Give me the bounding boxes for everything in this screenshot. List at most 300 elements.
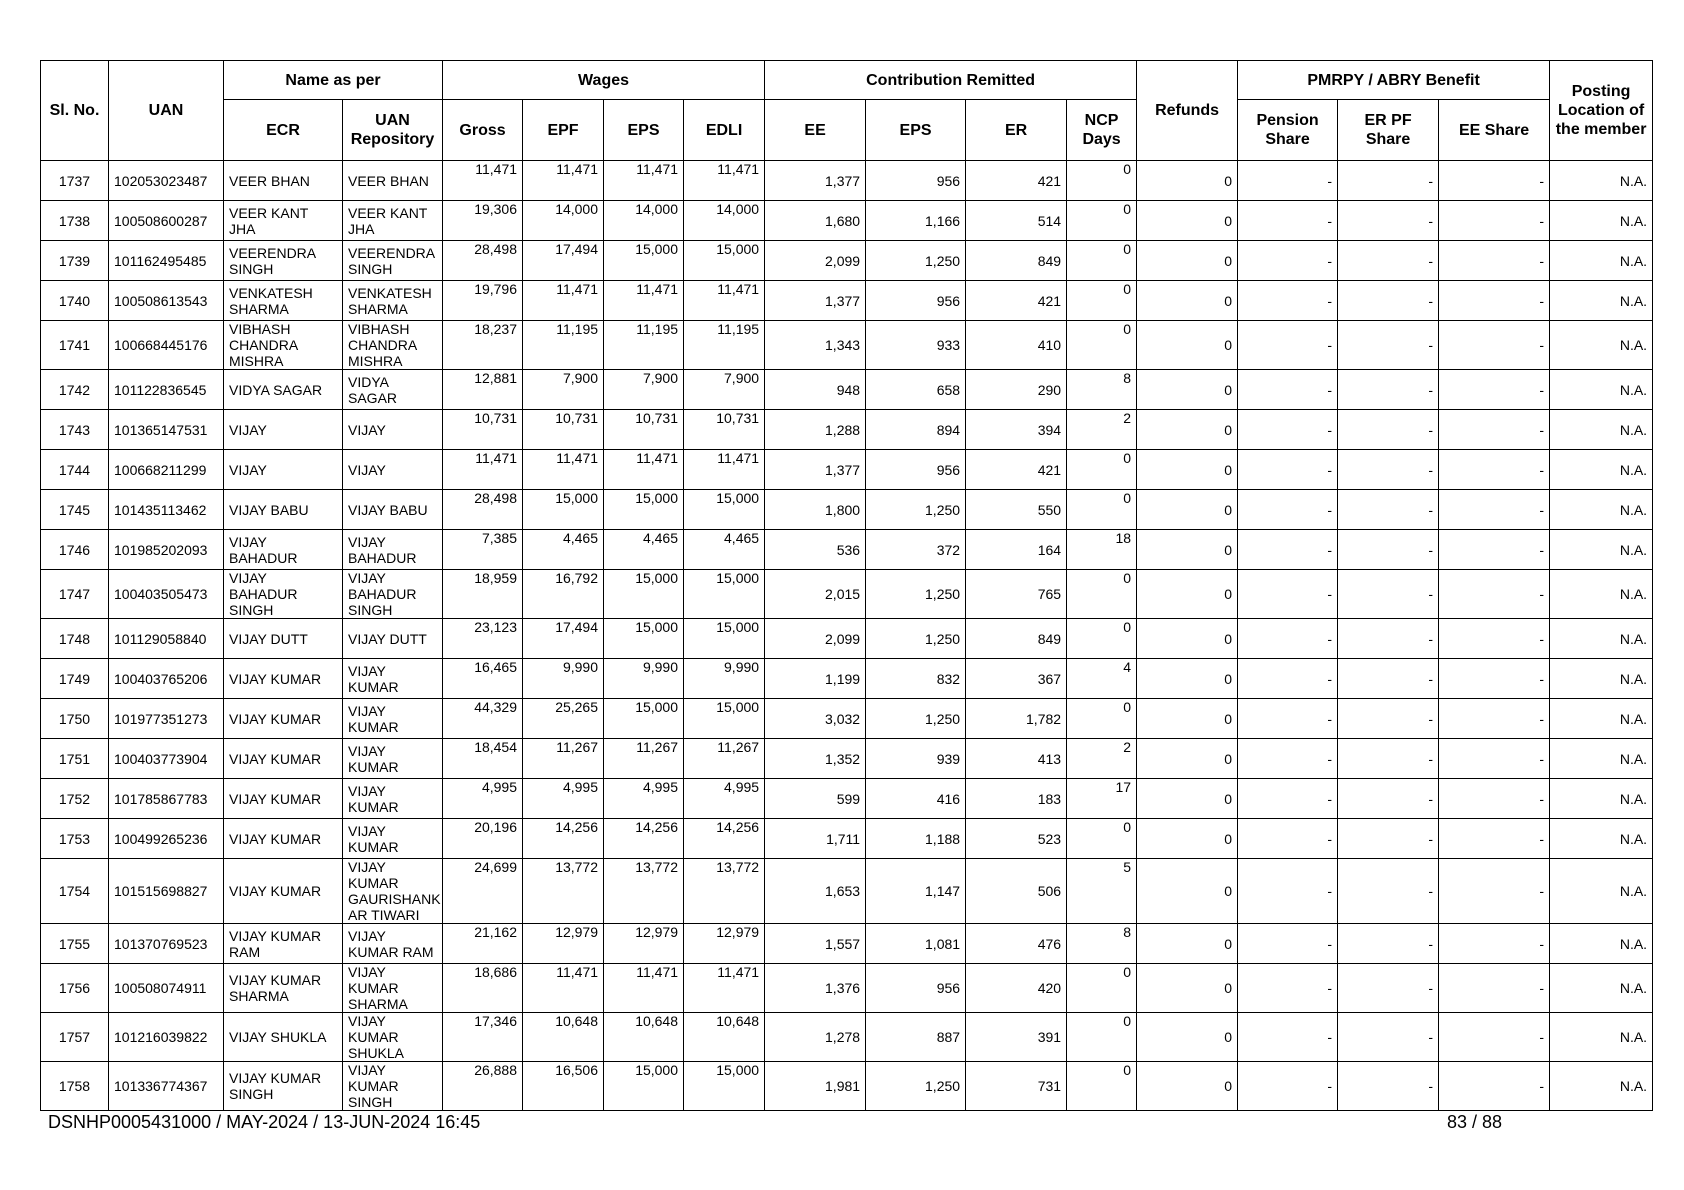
cell-ee-share: - [1439,201,1550,241]
table-row [41,530,1653,570]
cell-contribution-eps: 933 [866,321,966,370]
cell-ncp-days: 2 [1067,739,1137,779]
cell-sl-no: 1747 [41,570,109,619]
cell-ecr-name: VIJAY [224,410,343,450]
cell-ecr-name: VIJAY KUMAR [224,659,343,699]
cell-contribution-eps: 1,250 [866,1062,966,1111]
cell-er-pf-share: - [1338,924,1439,964]
cell-ee-share: - [1439,530,1550,570]
table-row [41,410,1653,450]
cell-pension-share: - [1238,964,1338,1013]
cell-er: 849 [966,619,1067,659]
cell-ncp-days: 0 [1067,1013,1137,1062]
header-ee: EE [765,100,866,161]
cell-uan: 101370769523 [109,924,224,964]
cell-ee: 599 [765,779,866,819]
cell-sl-no: 1757 [41,1013,109,1062]
cell-ee: 2,099 [765,241,866,281]
cell-ee: 1,199 [765,659,866,699]
cell-gross: 28,498 [443,241,523,281]
cell-ecr-name: VIJAY KUMAR [224,699,343,739]
cell-contribution-eps: 1,250 [866,570,966,619]
table-row [41,924,1653,964]
cell-er: 394 [966,410,1067,450]
cell-eps: 11,471 [604,964,684,1013]
cell-ncp-days: 0 [1067,699,1137,739]
cell-er-pf-share: - [1338,370,1439,410]
cell-edli: 13,772 [684,859,765,924]
cell-pension-share: - [1238,370,1338,410]
cell-posting-location: N.A. [1550,370,1653,410]
header-ncp-days: NCP Days [1067,100,1137,161]
cell-eps: 10,648 [604,1013,684,1062]
table-row [41,859,1653,924]
cell-sl-no: 1755 [41,924,109,964]
table-row [41,1013,1653,1062]
cell-pension-share: - [1238,739,1338,779]
cell-uan-repository-name: VIJAY DUTT [343,619,443,659]
header-er: ER [966,100,1067,161]
cell-ee: 1,288 [765,410,866,450]
cell-edli: 14,256 [684,819,765,859]
cell-ee: 1,653 [765,859,866,924]
cell-uan-repository-name: VEER KANT JHA [343,201,443,241]
cell-ee: 1,376 [765,964,866,1013]
cell-uan-repository-name: VIBHASH CHANDRA MISHRA [343,321,443,370]
cell-gross: 11,471 [443,161,523,201]
cell-ee: 2,015 [765,570,866,619]
cell-er: 290 [966,370,1067,410]
cell-ee: 1,377 [765,161,866,201]
cell-uan-repository-name: VIJAY KUMAR [343,739,443,779]
cell-ee: 1,377 [765,450,866,490]
cell-refunds: 0 [1137,859,1238,924]
cell-edli: 15,000 [684,1062,765,1111]
cell-uan: 100668445176 [109,321,224,370]
cell-ncp-days: 0 [1067,964,1137,1013]
table-row [41,699,1653,739]
cell-ee-share: - [1439,1062,1550,1111]
cell-er: 550 [966,490,1067,530]
cell-uan: 100508074911 [109,964,224,1013]
cell-er-pf-share: - [1338,964,1439,1013]
cell-epf: 12,979 [523,924,604,964]
cell-ecr-name: VIJAY [224,450,343,490]
table-row [41,281,1653,321]
cell-eps: 15,000 [604,241,684,281]
cell-contribution-eps: 1,250 [866,699,966,739]
cell-epf: 25,265 [523,699,604,739]
cell-pension-share: - [1238,819,1338,859]
cell-refunds: 0 [1137,1013,1238,1062]
cell-uan: 101985202093 [109,530,224,570]
table-row [41,739,1653,779]
header-contribution-remitted: Contribution Remitted [765,61,1137,100]
cell-refunds: 0 [1137,490,1238,530]
cell-uan-repository-name: VIJAY [343,410,443,450]
table-row [41,161,1653,201]
cell-ncp-days: 2 [1067,410,1137,450]
cell-ecr-name: VIBHASH CHANDRA MISHRA [224,321,343,370]
cell-ecr-name: VIJAY KUMAR SINGH [224,1062,343,1111]
cell-gross: 17,346 [443,1013,523,1062]
cell-uan: 101365147531 [109,410,224,450]
cell-gross: 18,959 [443,570,523,619]
table-row [41,819,1653,859]
cell-posting-location: N.A. [1550,739,1653,779]
cell-edli: 4,995 [684,779,765,819]
cell-ee: 1,800 [765,490,866,530]
cell-epf: 16,506 [523,1062,604,1111]
cell-ee-share: - [1439,321,1550,370]
cell-posting-location: N.A. [1550,1013,1653,1062]
cell-contribution-eps: 1,166 [866,201,966,241]
cell-eps: 10,731 [604,410,684,450]
cell-edli: 15,000 [684,699,765,739]
cell-uan-repository-name: VIJAY BABU [343,490,443,530]
cell-ee-share: - [1439,450,1550,490]
cell-eps: 15,000 [604,619,684,659]
cell-ee: 3,032 [765,699,866,739]
cell-ee: 1,377 [765,281,866,321]
cell-er-pf-share: - [1338,819,1439,859]
cell-pension-share: - [1238,699,1338,739]
table-body [41,161,1653,1111]
cell-ecr-name: VIJAY BABU [224,490,343,530]
header-uan-repository: UAN Repository [343,100,443,161]
cell-posting-location: N.A. [1550,490,1653,530]
cell-ee-share: - [1439,570,1550,619]
ecr-table [40,60,1653,1111]
header-ee-share: EE Share [1439,100,1550,161]
cell-sl-no: 1749 [41,659,109,699]
cell-er: 1,782 [966,699,1067,739]
table-row [41,321,1653,370]
cell-ee: 1,680 [765,201,866,241]
cell-er: 514 [966,201,1067,241]
cell-contribution-eps: 1,250 [866,241,966,281]
cell-ncp-days: 17 [1067,779,1137,819]
cell-sl-no: 1737 [41,161,109,201]
cell-pension-share: - [1238,924,1338,964]
cell-pension-share: - [1238,779,1338,819]
cell-uan: 100499265236 [109,819,224,859]
header-posting-location: Posting Location of the member [1550,61,1653,161]
cell-gross: 26,888 [443,1062,523,1111]
cell-ecr-name: VIJAY KUMAR [224,739,343,779]
cell-er-pf-share: - [1338,490,1439,530]
cell-posting-location: N.A. [1550,281,1653,321]
header-sl-no: Sl. No. [41,61,109,161]
cell-sl-no: 1748 [41,619,109,659]
cell-uan: 101129058840 [109,619,224,659]
cell-gross: 21,162 [443,924,523,964]
cell-contribution-eps: 1,081 [866,924,966,964]
cell-pension-share: - [1238,570,1338,619]
header-gross: Gross [443,100,523,161]
cell-uan: 101336774367 [109,1062,224,1111]
cell-pension-share: - [1238,619,1338,659]
cell-edli: 11,267 [684,739,765,779]
cell-contribution-eps: 956 [866,281,966,321]
cell-ee-share: - [1439,161,1550,201]
cell-posting-location: N.A. [1550,924,1653,964]
cell-posting-location: N.A. [1550,321,1653,370]
cell-er: 476 [966,924,1067,964]
cell-gross: 20,196 [443,819,523,859]
cell-sl-no: 1744 [41,450,109,490]
cell-posting-location: N.A. [1550,450,1653,490]
cell-sl-no: 1756 [41,964,109,1013]
table-row [41,964,1653,1013]
table-row [41,201,1653,241]
cell-epf: 9,990 [523,659,604,699]
cell-ecr-name: VIJAY KUMAR SHARMA [224,964,343,1013]
cell-sl-no: 1750 [41,699,109,739]
cell-er-pf-share: - [1338,619,1439,659]
cell-uan: 102053023487 [109,161,224,201]
cell-sl-no: 1751 [41,739,109,779]
cell-ncp-days: 0 [1067,201,1137,241]
table-row [41,450,1653,490]
cell-epf: 11,471 [523,161,604,201]
cell-ecr-name: VIJAY KUMAR [224,779,343,819]
cell-uan-repository-name: VIJAY KUMAR [343,699,443,739]
cell-edli: 15,000 [684,490,765,530]
cell-uan-repository-name: VIJAY KUMAR GAURISHANK AR TIWARI [343,859,443,924]
cell-uan-repository-name: VIJAY KUMAR [343,779,443,819]
cell-edli: 11,471 [684,161,765,201]
cell-uan-repository-name: VIJAY [343,450,443,490]
cell-ncp-days: 0 [1067,450,1137,490]
header-uan: UAN [109,61,224,161]
cell-ee-share: - [1439,739,1550,779]
cell-edli: 12,979 [684,924,765,964]
table-header [41,61,1653,161]
cell-posting-location: N.A. [1550,699,1653,739]
cell-refunds: 0 [1137,1062,1238,1111]
cell-er-pf-share: - [1338,530,1439,570]
cell-pension-share: - [1238,241,1338,281]
cell-ncp-days: 4 [1067,659,1137,699]
cell-refunds: 0 [1137,699,1238,739]
cell-ee-share: - [1439,410,1550,450]
cell-er: 164 [966,530,1067,570]
cell-refunds: 0 [1137,161,1238,201]
cell-contribution-eps: 1,147 [866,859,966,924]
cell-pension-share: - [1238,450,1338,490]
cell-gross: 19,796 [443,281,523,321]
cell-edli: 14,000 [684,201,765,241]
cell-eps: 9,990 [604,659,684,699]
cell-eps: 4,995 [604,779,684,819]
cell-posting-location: N.A. [1550,964,1653,1013]
cell-refunds: 0 [1137,281,1238,321]
cell-er-pf-share: - [1338,201,1439,241]
cell-pension-share: - [1238,1013,1338,1062]
cell-eps: 15,000 [604,699,684,739]
cell-ncp-days: 0 [1067,281,1137,321]
cell-refunds: 0 [1137,964,1238,1013]
cell-uan-repository-name: VIJAY BAHADUR SINGH [343,570,443,619]
cell-posting-location: N.A. [1550,530,1653,570]
cell-epf: 17,494 [523,619,604,659]
cell-uan: 101435113462 [109,490,224,530]
cell-refunds: 0 [1137,201,1238,241]
cell-epf: 4,465 [523,530,604,570]
cell-er-pf-share: - [1338,1013,1439,1062]
cell-contribution-eps: 1,188 [866,819,966,859]
cell-contribution-eps: 1,250 [866,490,966,530]
cell-uan-repository-name: VENKATESH SHARMA [343,281,443,321]
cell-er: 421 [966,161,1067,201]
cell-er-pf-share: - [1338,779,1439,819]
cell-ecr-name: VIJAY KUMAR [224,859,343,924]
cell-eps: 15,000 [604,490,684,530]
cell-posting-location: N.A. [1550,410,1653,450]
cell-epf: 7,900 [523,370,604,410]
cell-er: 421 [966,450,1067,490]
cell-sl-no: 1739 [41,241,109,281]
cell-epf: 4,995 [523,779,604,819]
cell-ecr-name: VIJAY KUMAR RAM [224,924,343,964]
cell-eps: 7,900 [604,370,684,410]
cell-refunds: 0 [1137,450,1238,490]
cell-uan-repository-name: VIJAY KUMAR SINGH [343,1062,443,1111]
cell-ee: 1,711 [765,819,866,859]
cell-ee-share: - [1439,659,1550,699]
cell-er-pf-share: - [1338,281,1439,321]
cell-ee-share: - [1439,924,1550,964]
cell-ee-share: - [1439,490,1550,530]
cell-sl-no: 1753 [41,819,109,859]
cell-posting-location: N.A. [1550,570,1653,619]
footer-page-number: 83 / 88 [1447,1112,1503,1132]
cell-epf: 13,772 [523,859,604,924]
cell-sl-no: 1745 [41,490,109,530]
cell-gross: 11,471 [443,450,523,490]
cell-ncp-days: 8 [1067,370,1137,410]
cell-contribution-eps: 832 [866,659,966,699]
cell-ecr-name: VIJAY BAHADUR [224,530,343,570]
header-refunds: Refunds [1137,61,1238,161]
cell-epf: 14,256 [523,819,604,859]
cell-ncp-days: 0 [1067,161,1137,201]
cell-epf: 10,731 [523,410,604,450]
cell-gross: 18,686 [443,964,523,1013]
cell-er: 420 [966,964,1067,1013]
cell-ee: 1,278 [765,1013,866,1062]
cell-posting-location: N.A. [1550,859,1653,924]
cell-eps: 4,465 [604,530,684,570]
cell-er: 183 [966,779,1067,819]
cell-ecr-name: VIJAY DUTT [224,619,343,659]
cell-ncp-days: 0 [1067,819,1137,859]
cell-eps: 15,000 [604,570,684,619]
cell-edli: 7,900 [684,370,765,410]
cell-eps: 11,267 [604,739,684,779]
cell-er: 410 [966,321,1067,370]
cell-ecr-name: VIDYA SAGAR [224,370,343,410]
cell-sl-no: 1746 [41,530,109,570]
cell-er-pf-share: - [1338,241,1439,281]
cell-sl-no: 1758 [41,1062,109,1111]
cell-refunds: 0 [1137,619,1238,659]
cell-posting-location: N.A. [1550,1062,1653,1111]
cell-uan: 101785867783 [109,779,224,819]
cell-ee: 2,099 [765,619,866,659]
cell-edli: 15,000 [684,570,765,619]
cell-ncp-days: 0 [1067,490,1137,530]
cell-eps: 12,979 [604,924,684,964]
cell-edli: 4,465 [684,530,765,570]
cell-er: 367 [966,659,1067,699]
cell-epf: 10,648 [523,1013,604,1062]
table-row [41,659,1653,699]
cell-er: 506 [966,859,1067,924]
cell-er-pf-share: - [1338,739,1439,779]
cell-posting-location: N.A. [1550,161,1653,201]
cell-ee-share: - [1439,779,1550,819]
cell-pension-share: - [1238,161,1338,201]
cell-pension-share: - [1238,530,1338,570]
cell-gross: 19,306 [443,201,523,241]
cell-uan-repository-name: VIJAY KUMAR [343,659,443,699]
cell-contribution-eps: 956 [866,161,966,201]
cell-er-pf-share: - [1338,410,1439,450]
cell-ee: 536 [765,530,866,570]
table-row [41,241,1653,281]
table-row [41,570,1653,619]
cell-ncp-days: 0 [1067,1062,1137,1111]
cell-gross: 24,699 [443,859,523,924]
cell-ee-share: - [1439,819,1550,859]
cell-gross: 23,123 [443,619,523,659]
cell-uan: 100668211299 [109,450,224,490]
cell-contribution-eps: 956 [866,964,966,1013]
cell-eps: 14,256 [604,819,684,859]
cell-uan-repository-name: VIJAY KUMAR SHUKLA [343,1013,443,1062]
cell-posting-location: N.A. [1550,819,1653,859]
table-row [41,370,1653,410]
cell-contribution-eps: 416 [866,779,966,819]
cell-ee: 1,343 [765,321,866,370]
cell-epf: 14,000 [523,201,604,241]
cell-refunds: 0 [1137,659,1238,699]
cell-ee-share: - [1439,241,1550,281]
cell-ee: 948 [765,370,866,410]
cell-ecr-name: VIJAY SHUKLA [224,1013,343,1062]
cell-pension-share: - [1238,201,1338,241]
cell-ecr-name: VEER KANT JHA [224,201,343,241]
cell-gross: 44,329 [443,699,523,739]
cell-epf: 11,195 [523,321,604,370]
cell-ncp-days: 0 [1067,619,1137,659]
cell-eps: 15,000 [604,1062,684,1111]
cell-edli: 15,000 [684,619,765,659]
header-ecr: ECR [224,100,343,161]
cell-ee-share: - [1439,699,1550,739]
cell-contribution-eps: 956 [866,450,966,490]
cell-ee-share: - [1439,370,1550,410]
cell-sl-no: 1741 [41,321,109,370]
header-name-as-per: Name as per [224,61,443,100]
cell-uan: 100508600287 [109,201,224,241]
cell-uan: 100403505473 [109,570,224,619]
cell-epf: 16,792 [523,570,604,619]
cell-er-pf-share: - [1338,450,1439,490]
table-row [41,779,1653,819]
